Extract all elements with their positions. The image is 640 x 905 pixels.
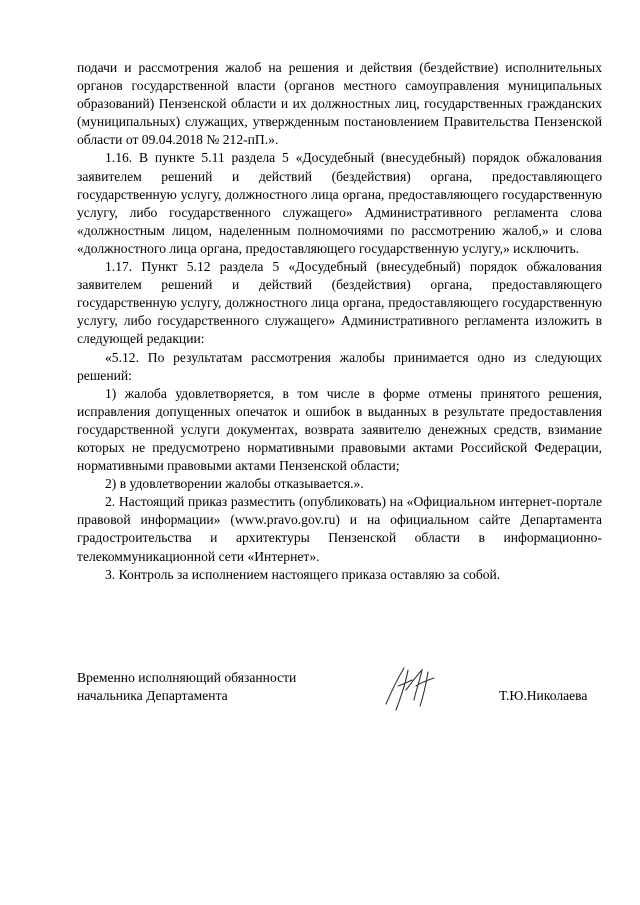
- signer-position-line-2: начальника Департамента: [77, 688, 228, 704]
- paragraph-item-1-17: 1.17. Пункт 5.12 раздела 5 «Досудебный (внесудебный) порядок обжалования заявителем решений и действий (бездействия) органа, предоставляющего государственную услугу, должностного лица органа, предоставляющего государственную услугу, либо государственного служащего» Административного регламента изложить в следующей редакции:: [77, 259, 602, 347]
- handwritten-signature: [378, 660, 448, 716]
- paragraph-item-1-16: 1.16. В пункте 5.11 раздела 5 «Досудебный (внесудебный) порядок обжалования заявителем решений и действий (бездействия) органа, предоставляющего государственную услугу, должностного лица органа, предоставляющего государственную услугу, либо государственного служащего» Административного регламента слова «должностным лицом, наделенным полномочиями по рассмотрению жалоб,» и слова «должностного лица органа, предоставляющего государственную услугу,» исключить.: [77, 150, 602, 256]
- signer-name: Т.Ю.Николаева: [499, 688, 588, 703]
- paragraph-item-2: 2. Настоящий приказ разместить (опубликовать) на «Официальном интернет-портале правовой информации» (www.pravo.gov.ru) и на официальном сайте Департамента градостроительства и архитектуры Пензенской области в информационно-телекоммуникационной сети «Интернет».: [77, 494, 602, 564]
- paragraph-quote-5-12: «5.12. По результатам рассмотрения жалобы принимается одно из следующих решений:: [77, 349, 602, 383]
- paragraph-decision-2: 2) в удовлетворении жалобы отказывается.».: [105, 476, 364, 492]
- paragraph-decision-1: 1) жалоба удовлетворяется, в том числе в форме отмены принятого решения, исправления допущенных опечаток и ошибок в выданных в результате предоставления государственной услуги документах, возврата заявителю денежных средств, взимание которых не предусмотрено нормативными правовыми актами Российской Федерации, нормативными правовыми актами Пензенской области;: [77, 385, 602, 474]
- paragraph-continuation: подачи и рассмотрения жалоб на решения и действия (бездействие) исполнительных органов государственной власти (органов местного самоуправления муниципальных образований) Пензенской области и их должностных лиц, государственных гражданских (муниципальных) служащих, утвержденным постановлением Правительства Пензенской области от 09.04.2018 № 212-пП.».: [77, 60, 602, 148]
- signer-position-line-1: Временно исполняющий обязанности: [77, 670, 297, 685]
- document-body: [77, 59, 602, 584]
- signer-position: [77, 669, 296, 705]
- paragraph-item-3: 3. Контроль за исполнением настоящего приказа оставляю за собой.: [105, 566, 501, 582]
